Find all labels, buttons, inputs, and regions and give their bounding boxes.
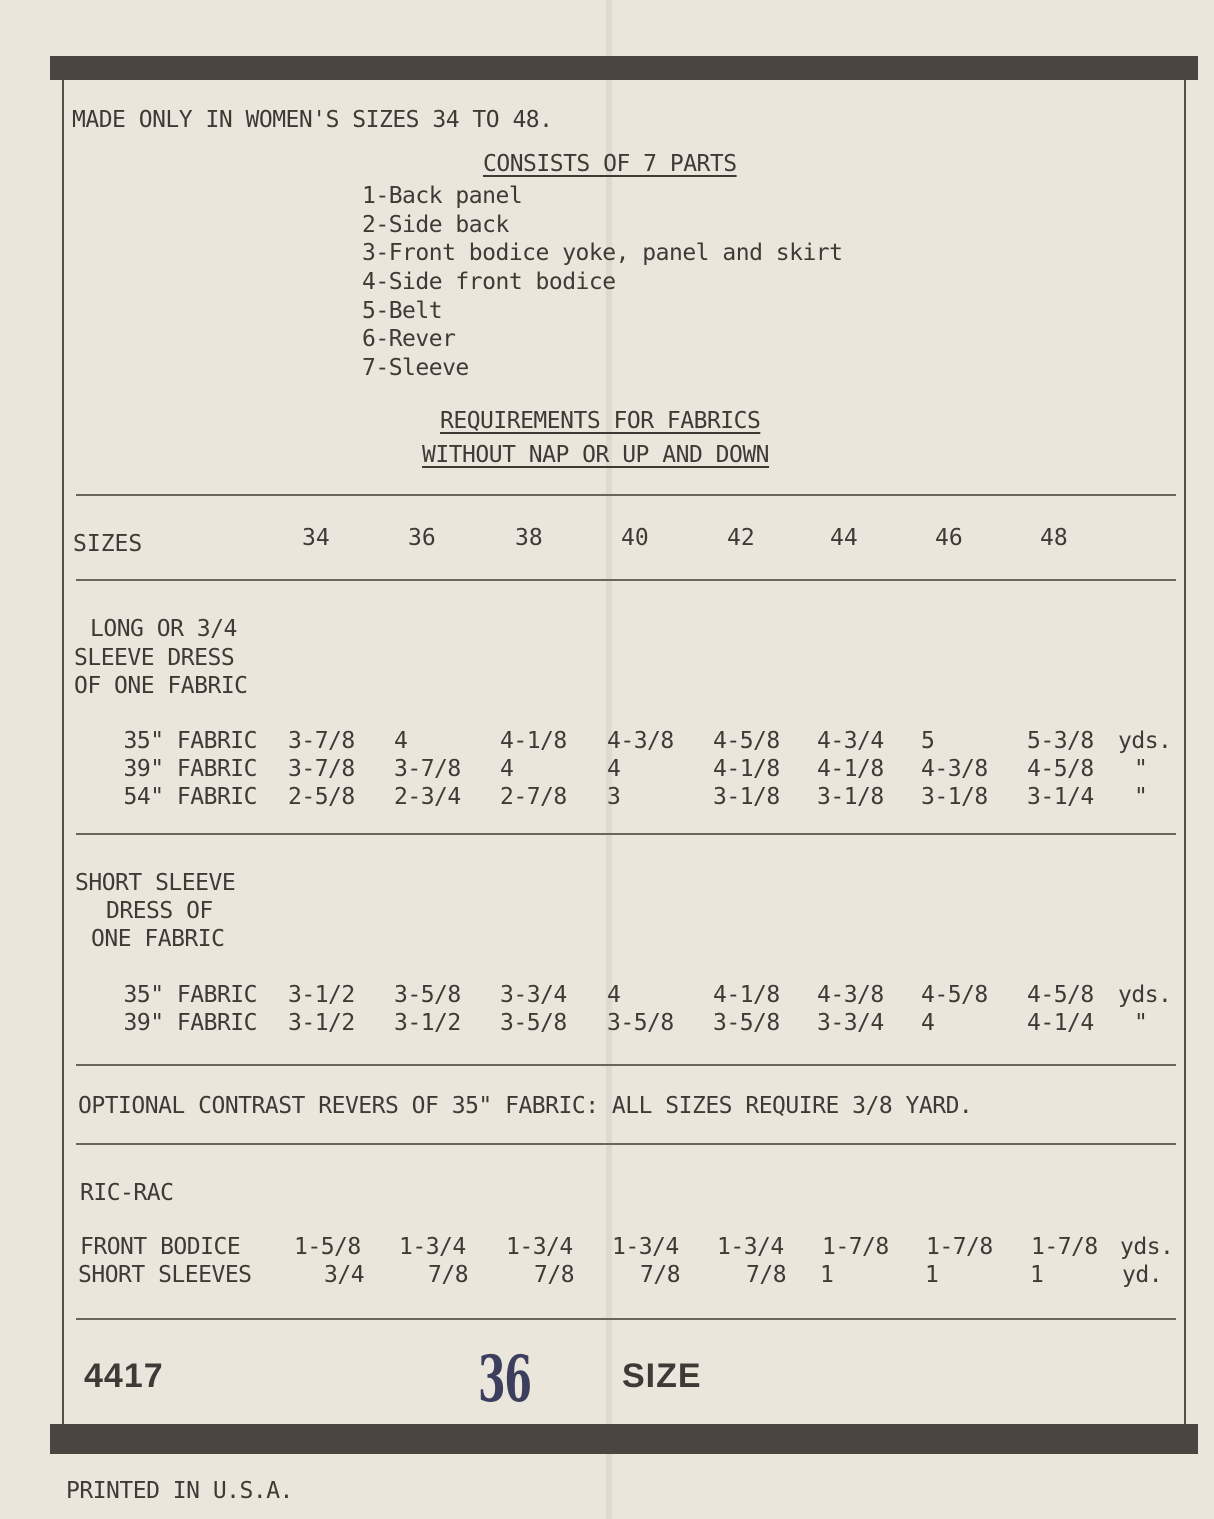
table-row [0, 1262, 1214, 1290]
short-sleeve-title-line2: DRESS OF [106, 898, 213, 924]
table-cell: 4-5/8 [921, 982, 988, 1008]
row-label: 35" FABRIC [123, 982, 257, 1008]
table-cell: 2-5/8 [288, 784, 355, 810]
size-header: 40 [621, 525, 649, 551]
table-row [0, 982, 1214, 1010]
row-label: 35" FABRIC [123, 728, 257, 754]
divider [76, 579, 1176, 581]
divider [76, 1143, 1176, 1145]
table-cell: 5 [921, 728, 935, 754]
table-cell: 4-5/8 [713, 728, 780, 754]
part-item: 3-Front bodice yoke, panel and skirt [362, 240, 843, 267]
part-item: 7-Sleeve [362, 355, 469, 382]
table-cell: 1 [820, 1262, 834, 1288]
long-sleeve-title-line3: OF ONE FABRIC [74, 673, 248, 699]
table-cell: 1 [1030, 1262, 1044, 1288]
short-sleeve-title-line3: ONE FABRIC [91, 926, 225, 952]
table-cell: 7/8 [428, 1262, 469, 1288]
table-cell: 4-3/4 [817, 728, 884, 754]
table-cell: 4-1/8 [713, 756, 780, 782]
row-label: 39" FABRIC [123, 1010, 257, 1036]
unit-label: yds. [1120, 1234, 1174, 1260]
divider [76, 833, 1176, 835]
requirements-heading-line2: WITHOUT NAP OR UP AND DOWN [422, 442, 770, 468]
divider [76, 494, 1176, 496]
table-cell: 3-1/8 [817, 784, 884, 810]
part-item: 2-Side back [362, 211, 509, 238]
unit-label: yd. [1122, 1262, 1163, 1288]
size-header: 42 [727, 525, 755, 551]
size-header: 48 [1040, 525, 1068, 551]
table-cell: 1 [925, 1262, 939, 1288]
unit-label: " [1134, 756, 1148, 782]
table-row [0, 1010, 1214, 1038]
size-header: 46 [935, 525, 963, 551]
row-label: 54" FABRIC [123, 784, 257, 810]
ric-rac-title: RIC-RAC [80, 1180, 174, 1206]
table-cell: 4-1/8 [500, 728, 567, 754]
table-cell: 3-5/8 [394, 982, 461, 1008]
table-cell: 4-3/8 [921, 756, 988, 782]
table-cell: 7/8 [534, 1262, 575, 1288]
top-border-bar [50, 56, 1198, 80]
table-cell: 4-5/8 [1027, 982, 1094, 1008]
table-row [0, 756, 1214, 784]
part-item: 1-Back panel [362, 183, 523, 209]
requirements-heading-line1: REQUIREMENTS FOR FABRICS [440, 408, 761, 434]
table-cell: 3-1/2 [288, 982, 355, 1008]
part-item: 6-Rever [362, 326, 456, 353]
table-cell: 4-3/8 [817, 982, 884, 1008]
table-cell: 3-7/8 [394, 756, 461, 782]
table-cell: 7/8 [640, 1262, 681, 1288]
part-item: 4-Side front bodice [362, 269, 616, 296]
table-cell: 7/8 [746, 1262, 787, 1288]
table-cell: 3-5/8 [713, 1010, 780, 1036]
table-row [0, 784, 1214, 812]
printed-in-usa: PRINTED IN U.S.A. [66, 1478, 293, 1504]
parts-list [362, 182, 843, 383]
table-cell: 3/4 [324, 1262, 365, 1288]
table-cell: 1-7/8 [822, 1234, 889, 1260]
table-cell: 1-3/4 [612, 1234, 679, 1260]
table-cell: 3-3/4 [500, 982, 567, 1008]
unit-label: yds. [1118, 728, 1172, 754]
intro-text: MADE ONLY IN WOMEN'S SIZES 34 TO 48. [72, 107, 553, 133]
size-header: 36 [408, 525, 436, 551]
table-cell: 5-3/8 [1027, 728, 1094, 754]
long-sleeve-title-line1: LONG OR 3/4 [90, 616, 237, 642]
size-header: 34 [302, 525, 330, 551]
size-header: 44 [830, 525, 858, 551]
table-cell: 1-5/8 [294, 1234, 361, 1260]
table-cell: 3-5/8 [607, 1010, 674, 1036]
short-sleeve-title-line1: SHORT SLEEVE [75, 870, 236, 896]
table-cell: 4-1/4 [1027, 1010, 1094, 1036]
divider [76, 1318, 1176, 1320]
table-cell: 4-5/8 [1027, 756, 1094, 782]
table-cell: 4 [607, 756, 621, 782]
table-cell: 3-1/2 [288, 1010, 355, 1036]
bottom-border-bar [50, 1424, 1198, 1454]
table-cell: 3-7/8 [288, 756, 355, 782]
table-cell: 1-3/4 [399, 1234, 466, 1260]
parts-heading: CONSISTS OF 7 PARTS [483, 151, 737, 177]
table-cell: 1-7/8 [1031, 1234, 1098, 1260]
optional-revers-note: OPTIONAL CONTRAST REVERS OF 35" FABRIC: ALL SIZES REQUIRE 3/8 YARD. [78, 1093, 973, 1119]
pattern-number: 4417 [84, 1357, 164, 1395]
size-header: 38 [515, 525, 543, 551]
table-cell: 1-7/8 [926, 1234, 993, 1260]
table-cell: 3-3/4 [817, 1010, 884, 1036]
divider [76, 1064, 1176, 1066]
row-label: 39" FABRIC [123, 756, 257, 782]
table-cell: 3 [607, 784, 621, 810]
table-cell: 1-3/4 [506, 1234, 573, 1260]
table-cell: 4-1/8 [713, 982, 780, 1008]
unit-label: " [1134, 784, 1148, 810]
table-row [0, 728, 1214, 756]
table-cell: 3-1/2 [394, 1010, 461, 1036]
handwritten-size: 36 [478, 1342, 531, 1417]
table-cell: 4-3/8 [607, 728, 674, 754]
table-cell: 3-1/8 [921, 784, 988, 810]
table-cell: 4-1/8 [817, 756, 884, 782]
row-label: SHORT SLEEVES [78, 1262, 252, 1288]
table-row [0, 1234, 1214, 1262]
table-cell: 1-3/4 [717, 1234, 784, 1260]
sizes-label: SIZES [73, 531, 143, 557]
unit-label: yds. [1118, 982, 1172, 1008]
unit-label: " [1134, 1010, 1148, 1036]
table-cell: 2-3/4 [394, 784, 461, 810]
table-cell: 4 [921, 1010, 935, 1036]
table-cell: 4 [500, 756, 514, 782]
table-cell: 3-7/8 [288, 728, 355, 754]
table-cell: 3-5/8 [500, 1010, 567, 1036]
table-cell: 4 [394, 728, 408, 754]
table-cell: 2-7/8 [500, 784, 567, 810]
table-cell: 3-1/4 [1027, 784, 1094, 810]
size-label: SIZE [622, 1357, 702, 1395]
row-label: FRONT BODICE [80, 1234, 241, 1260]
long-sleeve-title-line2: SLEEVE DRESS [74, 645, 235, 671]
table-cell: 3-1/8 [713, 784, 780, 810]
table-cell: 4 [607, 982, 621, 1008]
part-item: 5-Belt [362, 297, 443, 324]
